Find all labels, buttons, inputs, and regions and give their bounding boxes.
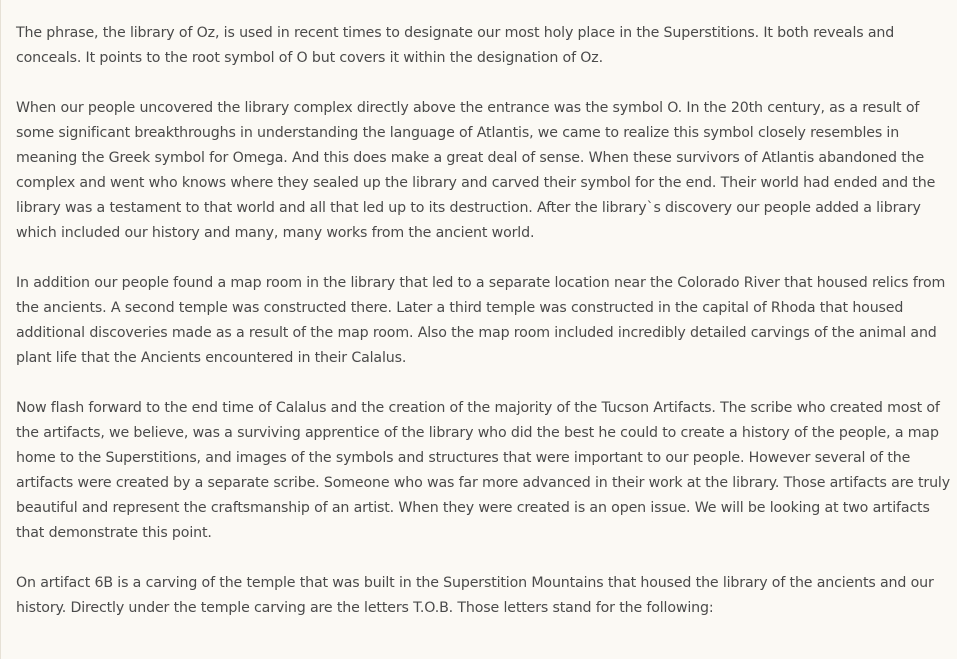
- paragraph-1: The phrase, the library of Oz, is used in recent times to designate our most holy place in the Superstitions. It both reveals and conceals. It points to the root symbol of O but covers it within the designation of Oz.: [16, 25, 895, 66]
- paragraph-3: In addition our people found a map room in the library that led to a separate location near the Colorado River that housed relics from the ancients. A second temple was constructed there. Later a third temple was constructed in the capital of Rhoda that housed additional discoveries made as a result of the map room. Also the map room included incredibly detailed carvings of the animal and plant life that the Ancients encountered in their Calalus.: [16, 275, 946, 366]
- article-body: [16, 21, 951, 646]
- paragraph-2: When our people uncovered the library complex directly above the entrance was the symbol O. In the 20th century, as a result of some significant breakthroughs in understanding the language of Atlantis, we came to realize this symbol closely resembles in meaning the Greek symbol for Omega. And this does make a great deal of sense. When these survivors of Atlantis abandoned the complex and went who knows where they sealed up the library and carved their symbol for the end. Their world had ended and the library was a testament to that world and all that led up to its destruction. After the library`s discovery our people added a library which included our history and many, many works from the ancient world.: [16, 100, 936, 241]
- paragraph-4: Now flash forward to the end time of Calalus and the creation of the majority of the Tucson Artifacts. The scribe who created most of the artifacts, we believe, was a surviving apprentice of the library who did the best he could to create a history of the people, a map home to the Superstitions, and images of the symbols and structures that were important to our people. However several of the artifacts were created by a separate scribe. Someone who was far more advanced in their work at the library. Those artifacts are truly beautiful and represent the craftsmanship of an artist. When they were created is an open issue. We will be looking at two artifacts that demonstrate this point.: [16, 400, 950, 541]
- paragraph-5: On artifact 6B is a carving of the temple that was built in the Superstition Mountains that housed the library of the ancients and our history. Directly under the temple carving are the letters T.O.B. Those letters stand for the following:: [16, 575, 934, 616]
